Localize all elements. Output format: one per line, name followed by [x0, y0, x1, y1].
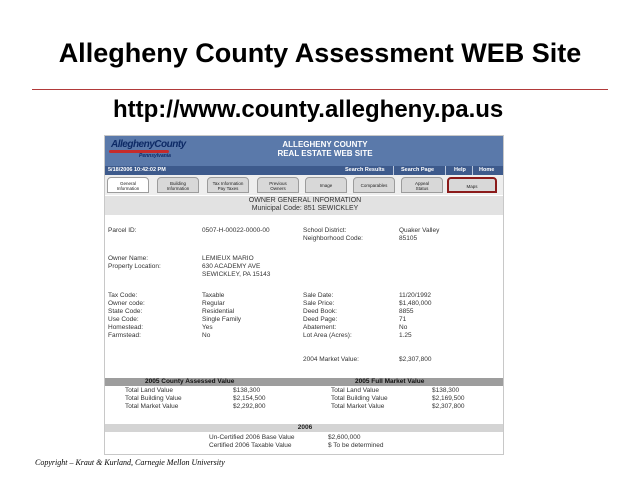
school-district-label: School District:	[303, 227, 347, 234]
market-value-2004-label: 2004 Market Value:	[303, 356, 359, 363]
deed-book-value: 8855	[399, 308, 414, 315]
assessed-market-value: $2,292,800	[233, 403, 266, 410]
tab-label: Building	[169, 181, 186, 186]
property-location-label: Property Location:	[108, 263, 161, 270]
status-bar	[105, 166, 504, 175]
owner-name-value: LEMIEUX MARIO	[202, 255, 254, 262]
tab-label: General	[119, 181, 136, 186]
tab-label: Appeal	[414, 181, 429, 186]
year-2006-band: 2006	[105, 424, 504, 432]
tab-bar	[105, 175, 504, 195]
farmstead-label: Farmstead:	[108, 332, 141, 339]
site-url: http://www.county.allegheny.pa.us	[113, 96, 504, 123]
tab-label: Tax Information	[212, 181, 244, 186]
site-header	[105, 136, 504, 166]
assessed-value-title: 2005 County Assessed Value	[145, 378, 235, 385]
copyright-footer: Copyright – Kraut & Kurland, Carnegie Mellon University	[35, 458, 225, 467]
owner-code-value: Regular	[202, 300, 225, 307]
slide-title: Allegheny County Assessment WEB Site	[58, 38, 582, 68]
neighborhood-code-value: 85105	[399, 235, 418, 242]
nav-separator	[472, 166, 473, 175]
sale-date-value: 11/20/1992	[399, 292, 432, 299]
nav-home[interactable]: Home	[479, 167, 495, 173]
assessed-market-label: Total Market Value	[125, 403, 179, 410]
sale-price-value: $1,480,000	[399, 300, 432, 307]
title-divider	[32, 89, 608, 90]
tab-building-information[interactable]	[157, 177, 199, 193]
fullmarket-market-label: Total Market Value	[331, 403, 385, 410]
property-address-line1: 630 ACADEMY AVE	[202, 263, 261, 270]
state-code-value: Residential	[202, 308, 235, 315]
tab-label: Owners	[270, 186, 286, 191]
municipal-code: Municipal Code: 851 SEWICKLEY	[251, 205, 359, 212]
assessed-building-value: $2,154,500	[233, 395, 266, 402]
lot-area-value: 1.25	[399, 332, 412, 339]
nav-search-page[interactable]: Search Page	[401, 167, 435, 173]
certified-taxable-value: $ To be determined	[328, 442, 384, 449]
datetime: 5/18/2006 10:42:02 PM	[108, 167, 166, 173]
website-screenshot	[104, 135, 504, 455]
deed-book-label: Deed Book:	[303, 308, 337, 315]
tab-maps[interactable]	[447, 177, 497, 193]
deed-page-label: Deed Page:	[303, 316, 338, 323]
tab-label: Previous	[269, 181, 287, 186]
homestead-value: Yes	[202, 324, 213, 331]
tab-label: Comparables	[360, 183, 388, 188]
owner-info-header	[105, 196, 504, 215]
nav-separator	[445, 166, 446, 175]
nav-help[interactable]: Help	[454, 167, 466, 173]
tab-appeal-status[interactable]	[401, 177, 443, 193]
farmstead-value: No	[202, 332, 211, 339]
parcel-id-value: 0507-H-00022-0000-00	[202, 227, 270, 234]
tax-code-label: Tax Code:	[108, 292, 138, 299]
tab-label: Status	[415, 186, 429, 191]
market-value-2004-value: $2,307,800	[399, 356, 432, 363]
fullmarket-market-value: $2,307,800	[432, 403, 465, 410]
assessed-land-label: Total Land Value	[125, 387, 173, 394]
nav-search-results[interactable]: Search Results	[345, 167, 385, 173]
tab-tax-information[interactable]	[207, 177, 249, 193]
tax-code-value: Taxable	[202, 292, 225, 299]
fullmarket-land-value: $138,300	[432, 387, 460, 394]
owner-info-title: OWNER GENERAL INFORMATION	[248, 197, 362, 204]
tab-label: Maps	[466, 184, 478, 189]
fullmarket-building-label: Total Building Value	[331, 395, 388, 402]
logo-text: AlleghenyCounty	[111, 139, 186, 150]
assessed-building-label: Total Building Value	[125, 395, 182, 402]
site-title-line2: REAL ESTATE WEB SITE	[277, 149, 373, 158]
full-market-value-title: 2005 Full Market Value	[355, 378, 425, 385]
values-band	[105, 378, 504, 386]
homestead-label: Homestead:	[108, 324, 144, 331]
tab-comparables[interactable]	[353, 177, 395, 193]
state-code-label: State Code:	[108, 308, 143, 315]
sale-date-label: Sale Date:	[303, 292, 334, 299]
abatement-value: No	[399, 324, 408, 331]
tab-label: Information	[116, 186, 140, 191]
owner-code-label: Owner code:	[108, 300, 145, 307]
abatement-label: Abatement:	[303, 324, 337, 331]
fullmarket-building-value: $2,169,500	[432, 395, 465, 402]
sale-price-label: Sale Price:	[303, 300, 335, 307]
logo-subtext: Pennsylvania	[139, 153, 171, 159]
neighborhood-code-label: Neighborhood Code:	[303, 235, 363, 242]
county-logo[interactable]	[109, 139, 186, 163]
use-code-label: Use Code:	[108, 316, 139, 323]
uncertified-base-value: $2,600,000	[328, 434, 361, 441]
uncertified-base-label: Un-Certified 2006 Base Value	[209, 434, 295, 441]
certified-taxable-label: Certified 2006 Taxable Value	[209, 442, 292, 449]
site-title	[225, 140, 425, 158]
assessed-land-value: $138,300	[233, 387, 261, 394]
nav-separator	[393, 166, 394, 175]
parcel-id-label: Parcel ID:	[108, 227, 137, 234]
deed-page-value: 71	[399, 316, 407, 323]
fullmarket-land-label: Total Land Value	[331, 387, 379, 394]
tab-label: Information	[166, 186, 190, 191]
tab-previous-owners[interactable]	[257, 177, 299, 193]
owner-name-label: Owner Name:	[108, 255, 149, 262]
tab-label: Image	[319, 183, 333, 188]
tab-label: Pay Taxes	[217, 186, 239, 191]
tab-image[interactable]	[305, 177, 347, 193]
tab-general-information[interactable]	[107, 177, 149, 193]
site-title-line1: ALLEGHENY COUNTY	[282, 140, 368, 149]
lot-area-label: Lot Area (Acres):	[303, 332, 352, 339]
property-address-line2: SEWICKLEY, PA 15143	[202, 271, 271, 278]
use-code-value: Single Family	[202, 316, 242, 323]
school-district-value: Quaker Valley	[399, 227, 440, 234]
